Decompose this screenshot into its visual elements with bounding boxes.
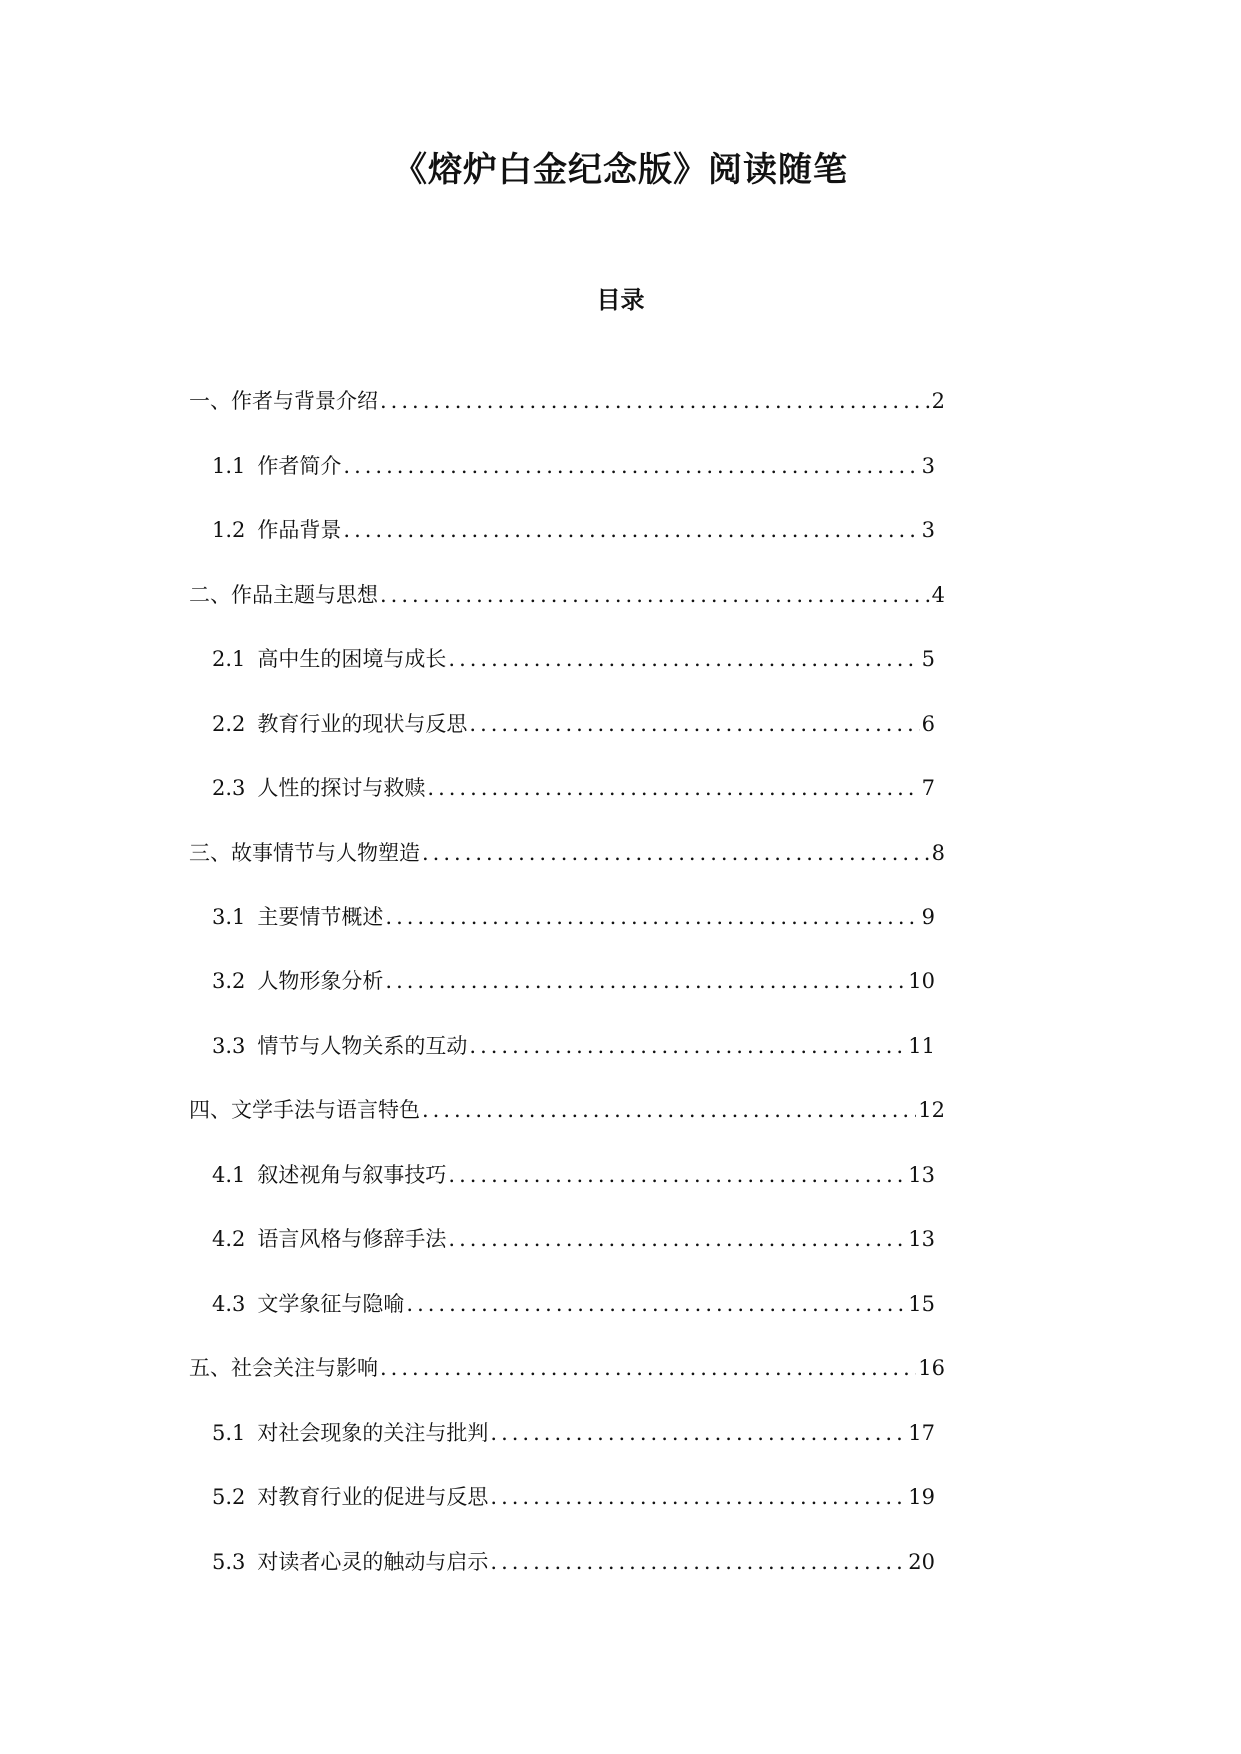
- toc-section-number: 4.2: [212, 1227, 246, 1251]
- toc-leader-dots: [422, 1092, 916, 1128]
- toc-entry-label: 四、文学手法与语言特色: [189, 1098, 420, 1122]
- toc-entry[interactable]: [189, 577, 945, 613]
- toc-section-number: 2.3: [212, 776, 246, 800]
- page-title: 《熔炉白金纪念版》阅读随笔: [393, 150, 848, 190]
- toc-leader-dots: [385, 899, 919, 935]
- toc-leader-dots: [422, 835, 930, 871]
- toc-entry-label: 对教育行业的促进与反思: [257, 1485, 489, 1509]
- toc-leader-dots: [448, 1221, 906, 1257]
- toc-page-number: 13: [908, 1163, 935, 1187]
- toc-entry[interactable]: [212, 1157, 935, 1193]
- toc-entry[interactable]: [212, 1479, 935, 1515]
- toc-section-number: 4.1: [212, 1163, 246, 1187]
- toc-leader-dots: [380, 383, 930, 419]
- toc-entry-label: 二、作品主题与思想: [189, 583, 378, 607]
- toc-leader-dots: [490, 1544, 906, 1580]
- toc-heading: 目录: [596, 286, 645, 314]
- toc-entry-label: 三、故事情节与人物塑造: [189, 841, 420, 865]
- toc-page-number: 3: [921, 454, 935, 478]
- toc-entry-label: 人性的探讨与救赎: [257, 776, 426, 800]
- toc-entry[interactable]: [212, 1028, 935, 1064]
- toc-entry-label: 叙述视角与叙事技巧: [257, 1163, 447, 1187]
- toc-page-number: 16: [918, 1356, 945, 1380]
- toc-entry[interactable]: [212, 1221, 935, 1257]
- toc-page-number: 8: [931, 841, 945, 865]
- toc-entry[interactable]: [212, 641, 935, 677]
- toc-page-number: 2: [931, 389, 945, 413]
- toc-entry[interactable]: [212, 770, 935, 806]
- toc-leader-dots: [490, 1415, 906, 1451]
- toc-entry-label: 对读者心灵的触动与启示: [257, 1550, 489, 1574]
- toc-leader-dots: [380, 577, 930, 613]
- toc-entry-label: 教育行业的现状与反思: [257, 712, 468, 736]
- toc-leader-dots: [406, 1286, 906, 1322]
- toc-leader-dots: [448, 1157, 906, 1193]
- toc-entry[interactable]: [189, 835, 945, 871]
- toc-entry[interactable]: [212, 963, 935, 999]
- toc-entry-label: 作品背景: [257, 518, 342, 542]
- toc-entry-label: 对社会现象的关注与批判: [257, 1421, 489, 1445]
- toc-page-number: 9: [921, 905, 935, 929]
- toc-page-number: 10: [908, 969, 935, 993]
- toc-page-number: 12: [918, 1098, 945, 1122]
- toc-section-number: 4.3: [212, 1292, 246, 1316]
- toc-page-number: 5: [921, 647, 935, 671]
- toc-leader-dots: [343, 448, 919, 484]
- toc-page-number: 20: [908, 1550, 935, 1574]
- toc-entry[interactable]: [212, 512, 935, 548]
- toc-leader-dots: [490, 1479, 906, 1515]
- toc-leader-dots: [469, 1028, 906, 1064]
- toc-entry[interactable]: [212, 899, 935, 935]
- toc-page-number: 4: [931, 583, 945, 607]
- toc-page-number: 11: [908, 1034, 935, 1058]
- toc-entry[interactable]: [212, 448, 935, 484]
- toc-leader-dots: [343, 512, 919, 548]
- toc-entry[interactable]: [212, 1544, 935, 1580]
- toc-entry-label: 主要情节概述: [257, 905, 384, 929]
- toc-section-number: 5.2: [212, 1485, 246, 1509]
- toc-section-number: 2.1: [212, 647, 246, 671]
- toc-entry[interactable]: [189, 1092, 945, 1128]
- toc-leader-dots: [380, 1350, 916, 1386]
- toc-section-number: 5.3: [212, 1550, 246, 1574]
- toc-page-number: 19: [908, 1485, 935, 1509]
- toc-section-number: 1.1: [212, 454, 246, 478]
- toc-entry-label: 情节与人物关系的互动: [257, 1034, 468, 1058]
- toc-page-number: 6: [921, 712, 935, 736]
- toc-entry-label: 作者简介: [257, 454, 342, 478]
- toc-entry[interactable]: [212, 706, 935, 742]
- toc-leader-dots: [385, 963, 906, 999]
- toc-leader-dots: [469, 706, 919, 742]
- toc-section-number: 1.2: [212, 518, 246, 542]
- toc-entry[interactable]: [212, 1415, 935, 1451]
- toc-leader-dots: [427, 770, 919, 806]
- toc-entry-label: 五、社会关注与影响: [189, 1356, 378, 1380]
- toc-section-number: 3.3: [212, 1034, 246, 1058]
- toc-section-number: 5.1: [212, 1421, 246, 1445]
- toc-entry-label: 一、作者与背景介绍: [189, 389, 378, 413]
- toc-entry[interactable]: [189, 1350, 945, 1386]
- toc-entry-label: 文学象征与隐喻: [257, 1292, 405, 1316]
- toc-section-number: 3.1: [212, 905, 246, 929]
- toc-page-number: 3: [921, 518, 935, 542]
- toc-entry-label: 语言风格与修辞手法: [257, 1227, 447, 1251]
- toc-entry[interactable]: [212, 1286, 935, 1322]
- toc-page-number: 7: [921, 776, 935, 800]
- toc-section-number: 3.2: [212, 969, 246, 993]
- toc-entry-label: 人物形象分析: [257, 969, 384, 993]
- toc-page-number: 17: [908, 1421, 935, 1445]
- toc-leader-dots: [448, 641, 919, 677]
- toc-entry[interactable]: [189, 383, 945, 419]
- toc-page-number: 15: [908, 1292, 935, 1316]
- toc-section-number: 2.2: [212, 712, 246, 736]
- toc-entry-label: 高中生的困境与成长: [257, 647, 447, 671]
- toc-page-number: 13: [908, 1227, 935, 1251]
